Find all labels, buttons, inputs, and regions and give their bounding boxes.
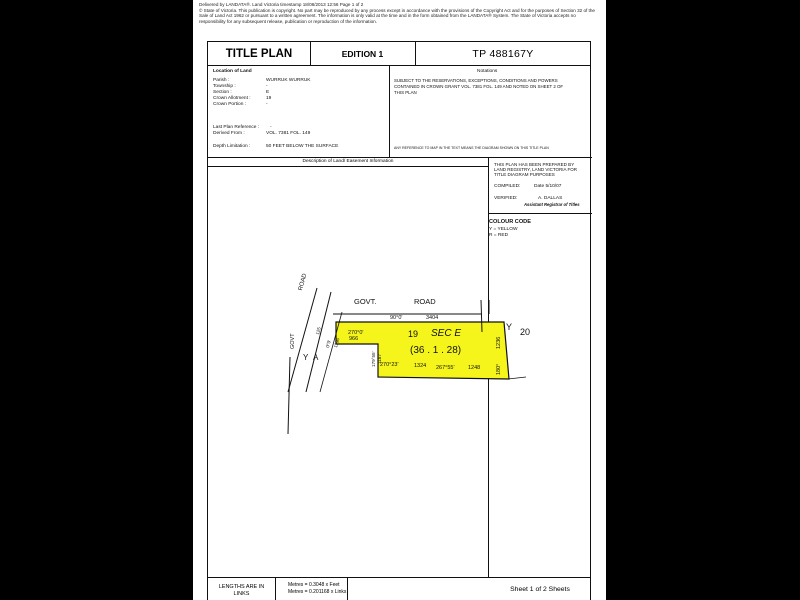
bearing-0: 0°0' bbox=[325, 339, 332, 349]
plan-footer bbox=[208, 577, 590, 600]
location-heading: Location of Land bbox=[213, 69, 252, 74]
y-right-label: Y bbox=[506, 322, 513, 332]
section-value: E bbox=[266, 90, 270, 95]
govt-left-label: GOVT bbox=[290, 333, 296, 349]
metres-links: Metres = 0.201168 x Links bbox=[288, 588, 347, 595]
govt-road-north-prefix: GOVT. bbox=[354, 297, 377, 306]
last-plan-label: Last Plan Reference : bbox=[213, 125, 260, 130]
notch-distance: 966 bbox=[349, 336, 359, 342]
conversion-factors bbox=[276, 578, 348, 600]
verified-role: Assistant Registrar of Titles bbox=[524, 202, 580, 207]
area-label: (36 . 1 . 28) bbox=[410, 345, 462, 356]
allotment-number: 19 bbox=[408, 329, 419, 339]
crown-allotment-label: Crown Allotment : bbox=[213, 96, 251, 101]
lengths-line-1: LENGTHS ARE IN bbox=[218, 584, 265, 590]
colour-code-heading: COLOUR CODE bbox=[489, 219, 531, 225]
dist-1187: 1187 bbox=[377, 354, 382, 364]
crown-portion-label: Crown Portion : bbox=[213, 102, 247, 107]
boundary-tick-east bbox=[508, 377, 526, 379]
delivery-line: Delivered by LANDATA®. Land Victoria timestamp 18/08/2013 12:56 Page 1 of 2 bbox=[199, 2, 364, 7]
township-value: - bbox=[266, 84, 268, 89]
last-plan-value: - bbox=[270, 125, 272, 130]
right-distance: 1236 bbox=[496, 336, 502, 349]
verified-value: A. DALLAS bbox=[538, 196, 563, 201]
notation-line-3: THIS PLAN bbox=[394, 90, 417, 95]
parish-label: Parish : bbox=[213, 78, 230, 83]
copyright-notice bbox=[199, 2, 601, 24]
derived-from-label: Derived From : bbox=[213, 131, 245, 136]
top-bearing: 90°0' bbox=[390, 315, 403, 321]
lengths-line-2: LINKS bbox=[233, 590, 250, 597]
notation-line-1: SUBJECT TO THE RESERVATIONS, EXCEPTIONS, CONDITIONS AND POWERS bbox=[394, 78, 558, 83]
depth-limitation-value: 50 FEET BELOW THE SURFACE bbox=[266, 144, 339, 149]
edition-label: EDITION 1 bbox=[310, 42, 416, 65]
plan-diagram bbox=[208, 42, 592, 577]
govt-road-north-label: ROAD bbox=[414, 297, 436, 306]
dist-125: 125 bbox=[315, 326, 322, 336]
section-label: Section : bbox=[213, 90, 232, 95]
bottom-distance-1: 1324 bbox=[414, 363, 427, 369]
sheet-count: Sheet 1 of 2 Sheets bbox=[510, 586, 570, 593]
map-reference-note: ANY REFERENCE TO MAP IN THE TEXT MEANS THE DIAGRAM SHOWN ON THIS TITLE PLAN bbox=[394, 146, 549, 150]
plan-number: TP 488167Y bbox=[472, 47, 534, 60]
metres-feet: Metres = 0.3048 x Feet bbox=[288, 582, 340, 588]
bottom-bearing-2: 267°55' bbox=[436, 365, 455, 371]
notations-heading: Notations bbox=[477, 69, 498, 74]
prepared-line-1: THIS PLAN HAS BEEN PREPARED BY bbox=[494, 162, 575, 167]
depth-limitation-label: Depth Limitation : bbox=[213, 144, 251, 149]
plan-frame bbox=[207, 41, 591, 600]
y-left-label: Y bbox=[303, 353, 309, 362]
notation-line-2: CONTAINED IN CROWN GRANT VOL. 7381 FOL. 149 AND NOTED ON SHEET 2 OF bbox=[394, 84, 564, 89]
road-west-label: ROAD bbox=[298, 272, 309, 292]
adjacent-allotment-20: 20 bbox=[520, 327, 531, 337]
bottom-bearing-1: 270°23' bbox=[380, 362, 399, 368]
section-label-plan: SEC E bbox=[431, 328, 462, 339]
prepared-line-2: LAND REGISTRY, LAND VICTORIA FOR bbox=[494, 167, 578, 172]
township-label: Township : bbox=[213, 84, 236, 89]
derived-from-value: VOL. 7381 FOL. 149 bbox=[266, 131, 311, 136]
bearing-179: 179°55' bbox=[371, 351, 376, 367]
colour-code-red: R = RED bbox=[489, 233, 509, 238]
prepared-line-3: TITLE DIAGRAM PURPOSES bbox=[494, 172, 555, 177]
parish-value: WURRUK WURRUK bbox=[266, 78, 311, 83]
notch-bearing: 270°0' bbox=[348, 330, 364, 336]
top-distance: 3404 bbox=[426, 315, 439, 321]
right-bearing: 180° bbox=[496, 363, 502, 375]
description-title: Description of Land/ Easement Information bbox=[208, 157, 488, 167]
title-plan-page bbox=[193, 0, 606, 600]
bottom-distance-2: 1248 bbox=[468, 365, 481, 371]
compiled-value: Date 5/10/07 bbox=[534, 184, 562, 189]
lower-left-line bbox=[288, 357, 290, 434]
lengths-units bbox=[208, 578, 276, 600]
dist-1196: 1196 bbox=[333, 337, 341, 349]
verified-label: VERIFIED: bbox=[494, 196, 518, 201]
compiled-label: COMPILED: bbox=[494, 184, 521, 189]
copyright-text: © State of Victoria. This publication is copyright. No part may be reproduced by any process except in accordance with the provisions of the Copyright Act and for the purposes of Section 32 of the Sale of Land Act 1962 or pursuant to a written agreement. The information is only valid at the time and in the form obtained from the LANDATA® System. The State of Victoria accepts no responsibility for any subsequent release, publication or reproduction of the information. bbox=[199, 7, 595, 24]
a-left-label: A bbox=[313, 353, 319, 362]
crown-allotment-value: 19 bbox=[266, 96, 272, 101]
colour-code-yellow: Y = YELLOW bbox=[489, 227, 518, 232]
crown-portion-value: - bbox=[266, 102, 268, 107]
plan-title: TITLE PLAN bbox=[208, 42, 311, 65]
